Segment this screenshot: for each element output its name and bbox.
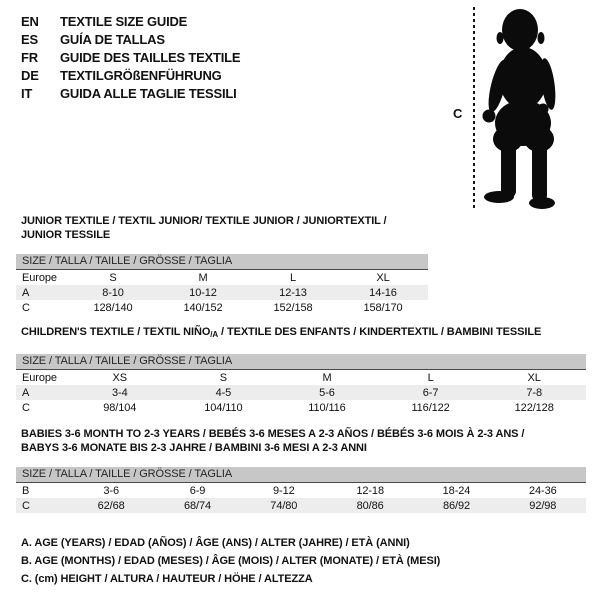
lang-label: TEXTILGRÖßENFÜHRUNG <box>60 68 222 83</box>
lang-label: GUÍA DE TALLAS <box>60 32 165 47</box>
toddler-silhouette-icon <box>480 6 572 210</box>
cell: L <box>427 371 434 384</box>
title-part: CHILDREN'S TEXTILE / TEXTIL NIÑO <box>21 326 211 338</box>
size-header-bar: SIZE / TALLA / TAILLE / GRÖSSE / TAGLIA <box>16 467 586 483</box>
note-age-years: A. AGE (YEARS) / EDAD (AÑOS) / ÂGE (ANS) / ALTER (JAHRE) / ETÀ (ANNI) <box>21 537 410 549</box>
cell: 86/92 <box>442 499 470 512</box>
lang-label: GUIDA ALLE TAGLIE TESSILI <box>60 86 237 101</box>
cell: 5-6 <box>319 386 335 399</box>
row-label: C <box>22 401 30 414</box>
cell: 68/74 <box>183 499 211 512</box>
lang-row-it <box>21 85 240 103</box>
note-height-cm: C. (cm) HEIGHT / ALTURA / HAUTEUR / HÖHE / ALTEZZA <box>21 573 313 585</box>
cell: M <box>198 271 208 284</box>
row-label: Europe <box>22 371 57 384</box>
cell: 74/80 <box>270 499 298 512</box>
cell: 6-7 <box>422 386 439 399</box>
cell: 9-12 <box>273 484 295 497</box>
table-row <box>16 285 428 300</box>
lang-row-es <box>21 31 240 49</box>
cell: 18-24 <box>442 484 471 497</box>
cell: 12-13 <box>279 286 307 299</box>
children-table-title <box>21 325 586 342</box>
cell: 3-6 <box>103 484 119 497</box>
cell: 104/110 <box>204 401 243 414</box>
table-row <box>16 385 586 400</box>
cell: 98/104 <box>103 401 137 414</box>
row-label: C <box>22 301 30 314</box>
junior-table-section <box>16 214 428 315</box>
cell: 4-5 <box>215 386 232 399</box>
lang-code: IT <box>21 86 33 101</box>
cell: XL <box>527 371 541 384</box>
title-subscript: /A <box>210 330 219 339</box>
cell: 3-4 <box>111 386 128 399</box>
cell: XL <box>376 271 390 284</box>
size-header-bar: SIZE / TALLA / TAILLE / GRÖSSE / TAGLIA <box>16 254 428 270</box>
cell: 6-9 <box>189 484 206 497</box>
babies-table-title-line2: BABYS 3-6 MONATE BIS 2-3 JAHRE / BAMBINI 3-6 MESI A 2-3 ANNI <box>21 442 367 454</box>
row-label: C <box>22 499 30 512</box>
cell: 14-16 <box>369 286 397 299</box>
lang-label: GUIDE DES TAILLES TEXTILE <box>60 50 241 65</box>
lang-code: DE <box>21 68 39 83</box>
babies-size-table <box>16 467 586 513</box>
cell: 92/98 <box>529 499 557 512</box>
lang-row-de <box>21 67 240 85</box>
cell: 110/116 <box>308 401 346 414</box>
cell: 8-10 <box>102 286 124 299</box>
legend-notes <box>21 534 440 588</box>
measure-c-label: C <box>453 106 463 121</box>
cell: 116/122 <box>411 401 450 414</box>
lang-code: FR <box>21 50 38 65</box>
cell: L <box>289 271 297 284</box>
babies-table-title-line1: BABIES 3-6 MONTH TO 2-3 YEARS / BEBÉS 3-6 MESES A 2-3 AÑOS / BÉBÉS 3-6 MOIS À 2-3 ANS / <box>21 428 525 440</box>
row-label: Europe <box>22 271 57 284</box>
cell: 10-12 <box>189 286 217 299</box>
children-size-table <box>16 354 586 415</box>
cell: S <box>109 271 117 284</box>
lang-row-en <box>21 13 240 31</box>
cell: 158/170 <box>363 301 403 314</box>
cell: 128/140 <box>93 301 133 314</box>
table-row <box>16 370 586 386</box>
cell: 152/158 <box>273 301 313 314</box>
size-header-bar: SIZE / TALLA / TAILLE / GRÖSSE / TAGLIA <box>16 354 586 370</box>
children-table-section <box>16 325 586 415</box>
row-label: A <box>22 286 30 299</box>
row-label: A <box>22 386 30 399</box>
table-row <box>16 483 586 499</box>
table-row <box>16 270 428 286</box>
cell: 122/128 <box>514 401 554 414</box>
cell: M <box>322 371 332 384</box>
lang-label: TEXTILE SIZE GUIDE <box>60 14 188 29</box>
lang-code: ES <box>21 32 38 47</box>
lang-row-fr <box>21 49 240 67</box>
height-dashed-line-icon <box>473 7 475 210</box>
row-label: B <box>22 484 30 497</box>
table-row <box>16 400 586 415</box>
junior-table-title: JUNIOR TEXTILE / TEXTIL JUNIOR/ TEXTILE JUNIOR / JUNIORTEXTIL / JUNIOR TESSILE <box>21 215 387 241</box>
cell: 24-36 <box>529 484 557 497</box>
lang-code: EN <box>21 14 39 29</box>
title-part: / TEXTILE DES ENFANTS / KINDERTEXTIL / BAMBINI TESSILE <box>218 326 542 338</box>
junior-size-table <box>16 254 428 315</box>
cell: 62/68 <box>97 499 125 512</box>
table-row <box>16 498 586 513</box>
height-measure-figure <box>450 4 596 214</box>
cell: 7-8 <box>526 386 542 399</box>
cell: 12-18 <box>356 484 384 497</box>
cell: 80/86 <box>356 499 384 512</box>
cell: 140/152 <box>183 301 223 314</box>
cell: XS <box>112 371 128 384</box>
table-row <box>16 300 428 315</box>
note-age-months: B. AGE (MONTHS) / EDAD (MESES) / ÂGE (MOIS) / ALTER (MONATE) / ETÀ (MESI) <box>21 555 441 567</box>
language-title-list <box>21 13 240 103</box>
babies-table-section <box>16 427 586 513</box>
cell: S <box>219 371 228 384</box>
